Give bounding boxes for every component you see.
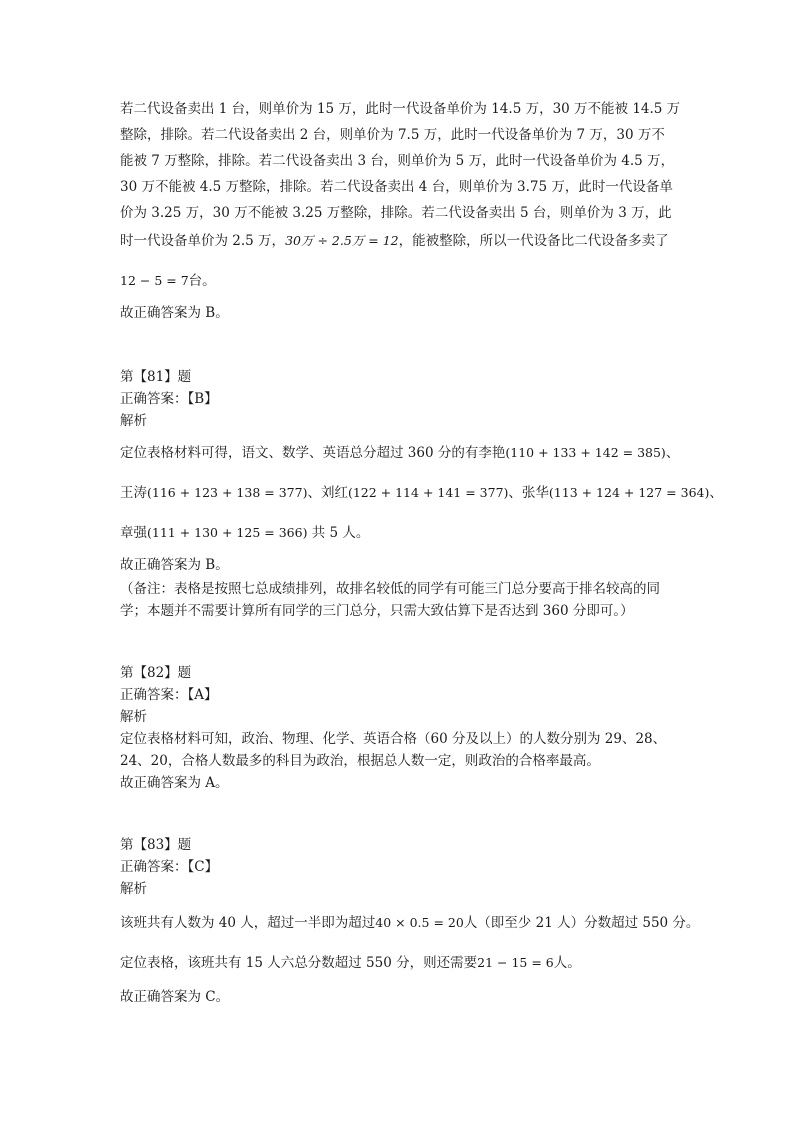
correct-answer: 正确答案：【B】 bbox=[120, 391, 218, 407]
math-expression: 30万 ÷ 2.5万 = 12 bbox=[285, 233, 399, 248]
text-line: 定位表格材料可知，政治、物理、化学、英语合格（60 分及以上）的人数分别为 29、28、 bbox=[120, 731, 667, 747]
math-expression: (110 + 133 + 142 = 385) bbox=[505, 445, 666, 460]
text-segment: 共 5 人。 bbox=[307, 525, 370, 541]
text-segment: 定位表格，该班共有 15 人六总分数超过 550 分，则还需要 bbox=[120, 955, 478, 971]
text-segment: 定位表格材料可得，语文、数学、英语总分超过 360 分的有李艳 bbox=[120, 445, 506, 461]
text-segment: 、刘红 bbox=[307, 485, 348, 501]
note-line: 学；本题并不需要计算所有同学的三门总分，只需大致估算下是否达到 360 分即可。） bbox=[120, 603, 634, 619]
math-expression: (116 + 123 + 138 = 377) bbox=[147, 485, 308, 500]
text-line bbox=[120, 478, 723, 508]
text-line: 整除，排除。若二代设备卖出 2 台，则单价为 7.5 万，此时一代设备单价为 7 万，30 万不 bbox=[120, 127, 665, 143]
math-expression: 40 × 0.5 = 20 bbox=[375, 915, 464, 930]
document-page bbox=[120, 96, 723, 1010]
answer-line: 故正确答案为 A。 bbox=[120, 775, 229, 791]
text-segment: 人（即至少 21 人）分数超过 550 分。 bbox=[463, 915, 700, 931]
text-line: 能被 7 万整除，排除。若二代设备卖出 3 台，则单价为 5 万，此时一代设备单价为 4.5 万， bbox=[120, 153, 675, 169]
text-line bbox=[120, 266, 690, 296]
text-line: 30 万不能被 4.5 万整除，排除。若二代设备卖出 4 台，则单价为 3.75 万，此时一代设备单 bbox=[120, 179, 673, 195]
correct-answer: 正确答案：【A】 bbox=[120, 687, 218, 703]
text-line bbox=[120, 518, 690, 548]
note-line: （备注：表格是按照七总成绩排列，故排名较低的同学有可能三门总分要高于排名较高的同 bbox=[120, 581, 660, 597]
question-81 bbox=[120, 366, 723, 622]
text-segment: 台。 bbox=[188, 273, 216, 289]
math-expression: 12 − 5 = 7 bbox=[120, 273, 189, 288]
question-83 bbox=[120, 834, 700, 1010]
block-prev-solution bbox=[120, 96, 690, 326]
text-segment: ，能被整除，所以一代设备比二代设备多卖了 bbox=[398, 233, 669, 249]
answer-line: 故正确答案为 C。 bbox=[120, 989, 230, 1005]
math-expression: 21 − 15 = 6 bbox=[477, 955, 554, 970]
analysis-label: 解析 bbox=[120, 413, 147, 429]
text-line: 价为 3.25 万，30 万不能被 3.25 万整除，排除。若二代设备卖出 5 台，则单价为 3 万，此 bbox=[120, 205, 672, 221]
text-segment: 时一代设备单价为 2.5 万， bbox=[120, 233, 286, 249]
question-title: 第【81】题 bbox=[120, 369, 192, 385]
math-expression: (111 + 130 + 125 = 366) bbox=[147, 525, 308, 540]
text-line: 若二代设备卖出 1 台，则单价为 15 万，此时一代设备单价为 14.5 万，30 万不能被 14.5 万 bbox=[120, 101, 681, 117]
text-segment: 、 bbox=[709, 485, 723, 501]
answer-line: 故正确答案为 B。 bbox=[120, 557, 229, 573]
analysis-label: 解析 bbox=[120, 709, 147, 725]
analysis-label: 解析 bbox=[120, 881, 147, 897]
text-line bbox=[120, 948, 690, 978]
question-title: 第【83】题 bbox=[120, 837, 192, 853]
question-title: 第【82】题 bbox=[120, 665, 192, 681]
text-line bbox=[120, 438, 690, 468]
text-line bbox=[120, 226, 690, 256]
math-expression: (122 + 114 + 141 = 377) bbox=[347, 485, 509, 500]
correct-answer: 正确答案：【C】 bbox=[120, 859, 219, 875]
math-expression: (113 + 124 + 127 = 364) bbox=[548, 485, 710, 500]
question-82 bbox=[120, 662, 690, 794]
text-segment: 、张华 bbox=[508, 485, 549, 501]
text-segment: 章强 bbox=[120, 525, 147, 541]
text-line: 24、20，合格人数最多的科目为政治，根据总人数一定，则政治的合格率最高。 bbox=[120, 753, 600, 769]
text-segment: 、 bbox=[665, 445, 680, 461]
text-segment: 该班共有人数为 40 人，超过一半即为超过 bbox=[120, 915, 376, 931]
text-segment: 人。 bbox=[553, 955, 581, 971]
answer-line: 故正确答案为 B。 bbox=[120, 305, 229, 321]
text-segment: 王涛 bbox=[120, 485, 147, 501]
text-line bbox=[120, 908, 700, 938]
